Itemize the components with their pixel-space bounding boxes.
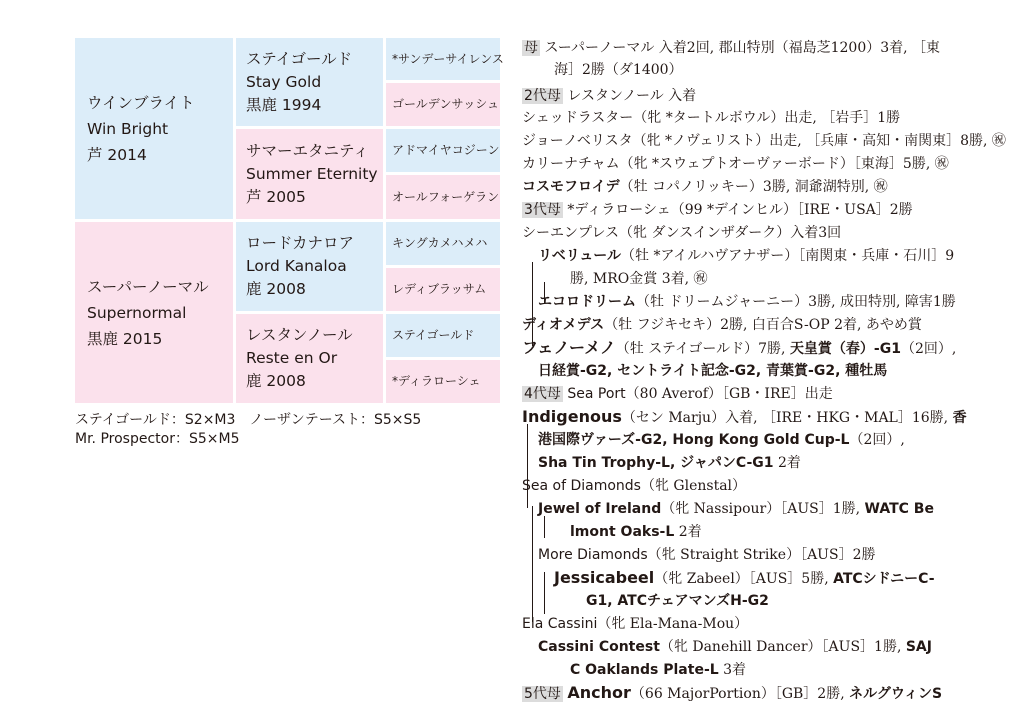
family-line: 3代母 *ディラローシェ（99 *デインヒル）［IRE・USA］2勝 <box>524 202 913 218</box>
sire-info: 芦 2014 <box>87 146 147 164</box>
indent-bar <box>532 506 533 622</box>
ss-name-jp: ステイゴールド <box>246 50 353 68</box>
g3-cell-1 <box>386 38 504 80</box>
dam-name-en: Supernormal <box>87 304 187 322</box>
family-line: Sha Tin Trophy-L, ジャパンC-G1 2着 <box>538 455 801 471</box>
ds-name-en: Lord Kanaloa <box>246 257 347 275</box>
family-line: G1, ATCチェアマンズH-G2 <box>586 593 769 609</box>
g3-cell-4 <box>386 175 500 219</box>
g3-name-2: ゴールデンサッシュ <box>392 97 500 111</box>
sd-name-jp: サマーエタニティ <box>246 142 369 160</box>
dam-dam-cell <box>236 314 383 403</box>
dam-name-jp: スーパーノーマル <box>87 278 209 296</box>
g3-name-8: *ディラローシェ <box>392 374 481 388</box>
generation-label: 母 <box>524 40 538 56</box>
family-line: シーエンプレス（牝 ダンスインザダーク）入着3回 <box>522 225 842 241</box>
dam-sire-cell <box>236 222 383 311</box>
indent-bar <box>544 572 545 614</box>
g3-cell-8 <box>386 360 500 403</box>
family-line: 海］2勝（ダ1400） <box>554 62 683 78</box>
family-line: コスモフロイデ（牡 コパノリッキー）3勝, 洞爺湖特別, ㊗ <box>522 179 888 195</box>
sire-sire-cell <box>236 38 383 126</box>
ds-info: 鹿 2008 <box>246 280 306 298</box>
g3-cell-2 <box>386 83 500 126</box>
ss-info: 黒鹿 1994 <box>246 96 322 114</box>
family-line: Sea of Diamonds（牝 Glenstal） <box>522 478 747 494</box>
sire-dam-cell <box>236 129 383 219</box>
generation-label: 3代母 <box>524 202 561 218</box>
sd-info: 芦 2005 <box>246 188 306 206</box>
ss-name-en: Stay Gold <box>246 73 322 91</box>
sire-cell <box>75 38 233 219</box>
indent-bar <box>544 516 545 538</box>
g3-name-6: レディブラッサム <box>392 282 487 296</box>
dam-cell <box>75 222 233 403</box>
family-line: フェノーメノ（牡 ステイゴールド）7勝, 天皇賞（春）-G1（2回）, <box>522 338 957 357</box>
ds-name-jp: ロードカナロア <box>246 234 355 252</box>
family-line: ディオメデス（牡 フジキセキ）2勝, 白百合S-OP 2着, あやめ賞 <box>522 317 922 333</box>
family-line: C Oaklands Plate-L 3着 <box>570 662 747 678</box>
dd-name-jp: レスタンノール <box>246 326 353 344</box>
g3-cell-3 <box>386 129 500 172</box>
sire-name-en: Win Bright <box>87 120 169 138</box>
family-line: lmont Oaks-L 2着 <box>570 524 702 540</box>
sd-name-en: Summer Eternity <box>246 165 378 183</box>
g3-cell-5 <box>386 222 500 265</box>
sire-name-jp: ウインブライト <box>87 94 195 112</box>
family-line: 5代母 Anchor（66 MajorPortion）［GB］2勝, ネルグウィンS <box>524 683 943 702</box>
family-line: More Diamonds（牝 Straight Strike）［AUS］2勝 <box>538 547 876 563</box>
g3-name-7: ステイゴールド <box>392 328 475 342</box>
pedigree-table <box>75 38 504 403</box>
family-line: 4代母 Sea Port（80 Averof）［GB・IRE］出走 <box>524 386 833 402</box>
g3-name-5: キングカメハメハ <box>392 236 488 250</box>
g3-name-4: オールフォーゲラン <box>392 190 500 204</box>
dd-info: 鹿 2008 <box>246 372 306 390</box>
g3-cell-7 <box>386 314 500 357</box>
g3-cell-6 <box>386 268 500 311</box>
g3-name-1: *サンデーサイレンス <box>392 52 504 66</box>
inbreeding-notes <box>75 411 421 449</box>
dd-name-en: Reste en Or <box>246 349 338 367</box>
dam-info: 黒鹿 2015 <box>87 330 163 348</box>
family-line: Indigenous（セン Marju）入着, ［IRE・HKG・MAL］16勝, 香 <box>522 407 967 426</box>
family-line: ジョーノベリスタ（牝 *ノヴェリスト）出走, ［兵庫・高知・南関東］8勝, ㊗ <box>522 133 1006 149</box>
generation-label: 2代母 <box>524 88 561 104</box>
family-line: エコロドリーム（牡 ドリームジャーニー）3勝, 成田特別, 障害1勝 <box>538 294 956 310</box>
inbreeding-line-2: Mr. Prospector：S5×M5 <box>75 431 240 447</box>
family-line: 勝, MRO金賞 3着, ㊗ <box>570 271 708 287</box>
family-line: カリーナチャム（牝 *スウェプトオーヴァーボード）［東海］5勝, ㊗ <box>522 156 949 172</box>
g3-name-3: アドマイヤコジーン <box>392 143 500 157</box>
family-line: Cassini Contest（牝 Danehill Dancer）［AUS］1勝, SAJ <box>538 639 932 655</box>
family-line: 日経賞-G2, セントライト記念-G2, 青葉賞-G2, 種牡馬 <box>538 363 888 379</box>
generation-label: 5代母 <box>524 686 561 702</box>
family-line: Jewel of Ireland（牝 Nassipour）［AUS］1勝, WATC Be <box>538 501 934 517</box>
family-line: 2代母 レスタンノール 入着 <box>524 88 697 104</box>
family-line: 母 スーパーノーマル 入着2回, 郡山特別（福島芝1200）3着, ［東 <box>524 40 941 56</box>
generation-label: 4代母 <box>524 386 561 402</box>
family-line: 港国際ヴァーズ-G2, Hong Kong Gold Cup-L（2回）, <box>538 432 905 448</box>
family-line: リベリュール（牡 *アイルハヴアナザー）［南関東・兵庫・石川］9 <box>538 248 955 264</box>
family-line: シェッドラスター（牝 *タートルボウル）出走, ［岩手］1勝 <box>522 110 901 126</box>
family-line: Ela Cassini（牝 Ela-Mana-Mou） <box>522 616 749 632</box>
inbreeding-line-1: ステイゴールド：S2×M3 ノーザンテースト：S5×S5 <box>75 412 422 428</box>
family-line: Jessicabeel（牝 Zabeel）［AUS］5勝, ATCシドニーC- <box>554 568 935 587</box>
